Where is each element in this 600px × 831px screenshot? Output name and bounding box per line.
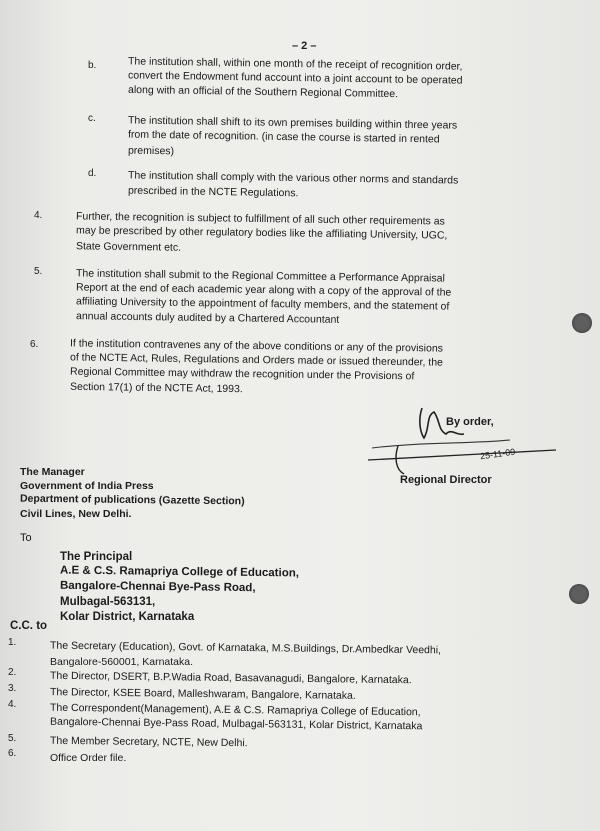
item-d-line-2: prescribed in the NCTE Regulations.: [127, 184, 299, 200]
item-marker: 5.: [34, 266, 43, 277]
by-order: By order,: [446, 416, 494, 428]
item-6-line-4: Section 17(1) of the NCTE Act, 1993.: [69, 380, 243, 396]
principal-line-1: The Principal: [60, 551, 133, 563]
cc-2-line-1: The Director, DSERT, B.P.Wadia Road, Basavanagudi, Bangalore, Karnataka.: [49, 669, 412, 687]
cc-5-line-1: The Member Secretary, NCTE, New Delhi.: [49, 734, 248, 750]
punch-hole-bottom: [569, 584, 589, 604]
cc-1-line-1: The Secretary (Education), Govt. of Karnataka, M.S.Buildings, Dr.Ambedkar Veedhi,: [49, 639, 442, 657]
item-4-line-3: State Government etc.: [75, 240, 182, 254]
item-b-line-2: convert the Endowment fund account into a joint account to be operated: [127, 69, 463, 87]
item-c-line-2: from the date of recognition. (in case the course is started in rented: [127, 128, 440, 146]
cc-number: 3.: [8, 683, 17, 694]
principal-line-5: Kolar District, Karnataka: [60, 611, 195, 623]
cc-6-line-1: Office Order file.: [50, 752, 127, 764]
punch-hole-top: [572, 313, 592, 333]
cc-4-line-1: The Correspondent(Management), A.E & C.S. Ramapriya College of Education,: [49, 701, 421, 719]
signature-scrawl: [360, 398, 560, 478]
cc-3-line-1: The Director, KSEE Board, Malleshwaram, Bangalore, Karnataka.: [49, 686, 356, 702]
item-b-line-3: along with an official of the Southern Regional Committee.: [127, 83, 399, 101]
designation: Regional Director: [400, 474, 492, 486]
item-marker: 6.: [30, 339, 39, 350]
cc-number: 5.: [8, 733, 17, 744]
cc-label: C.C. to: [10, 620, 48, 632]
cc-number: 4.: [8, 699, 17, 710]
item-marker: c.: [88, 113, 96, 124]
principal-line-4: Mulbagal-563131,: [60, 596, 156, 608]
item-6-line-1: If the institution contravenes any of the above conditions or any of the provisions: [69, 337, 444, 355]
item-marker: b.: [88, 60, 97, 71]
item-6-line-2: of the NCTE Act, Rules, Regulations and Orders made or issued thereunder, the: [69, 351, 444, 369]
manager-line-4: Civil Lines, New Delhi.: [20, 508, 132, 520]
item-5-line-4: annual accounts duly audited by a Chartered Accountant: [75, 310, 340, 326]
cc-number: 2.: [8, 667, 17, 678]
item-6-line-3: Regional Committee may withdraw the recognition under the Provisions of: [69, 365, 415, 383]
cc-1-line-2: Bangalore-560001, Karnataka.: [50, 656, 194, 668]
item-5-line-2: Report at the end of each academic year along with a copy of the approval of the: [75, 281, 452, 299]
manager-line-3: Department of publications (Gazette Section): [19, 492, 245, 508]
item-b-line-1: The institution shall, within one month of the receipt of recognition order,: [127, 55, 463, 73]
page-number: – 2 –: [292, 40, 317, 52]
item-5-line-1: The institution shall submit to the Regional Committee a Performance Appraisal: [75, 267, 445, 285]
cc-4-line-2: Bangalore-Chennai Bye-Pass Road, Mulbagal-563131, Kolar District, Karnataka: [49, 715, 423, 733]
item-marker: 4.: [34, 210, 43, 221]
item-marker: d.: [88, 168, 97, 179]
item-5-line-3: affiliating University to the appointment of faculty members, and the statement of: [75, 295, 450, 313]
cc-number: 6.: [8, 748, 17, 759]
to-label: To: [20, 532, 32, 544]
item-c-line-1: The institution shall shift to its own premises building within three years: [127, 114, 458, 132]
item-4-line-2: may be prescribed by other regulatory bodies like the affiliating University, UGC,: [75, 224, 448, 242]
principal-line-3: Bangalore-Chennai Bye-Pass Road,: [59, 579, 256, 595]
item-d-line-1: The institution shall comply with the various other norms and standards: [127, 169, 459, 187]
signature-date: 25-11-09: [479, 446, 516, 462]
item-c-line-3: premises): [127, 144, 175, 158]
manager-line-1: The Manager: [20, 466, 85, 478]
item-4-line-1: Further, the recognition is subject to fulfillment of all such other requirements as: [75, 210, 445, 228]
manager-line-2: Government of India Press: [20, 480, 154, 492]
principal-line-2: A.E & C.S. Ramapriya College of Education,: [59, 564, 300, 580]
cc-number: 1.: [8, 637, 17, 648]
